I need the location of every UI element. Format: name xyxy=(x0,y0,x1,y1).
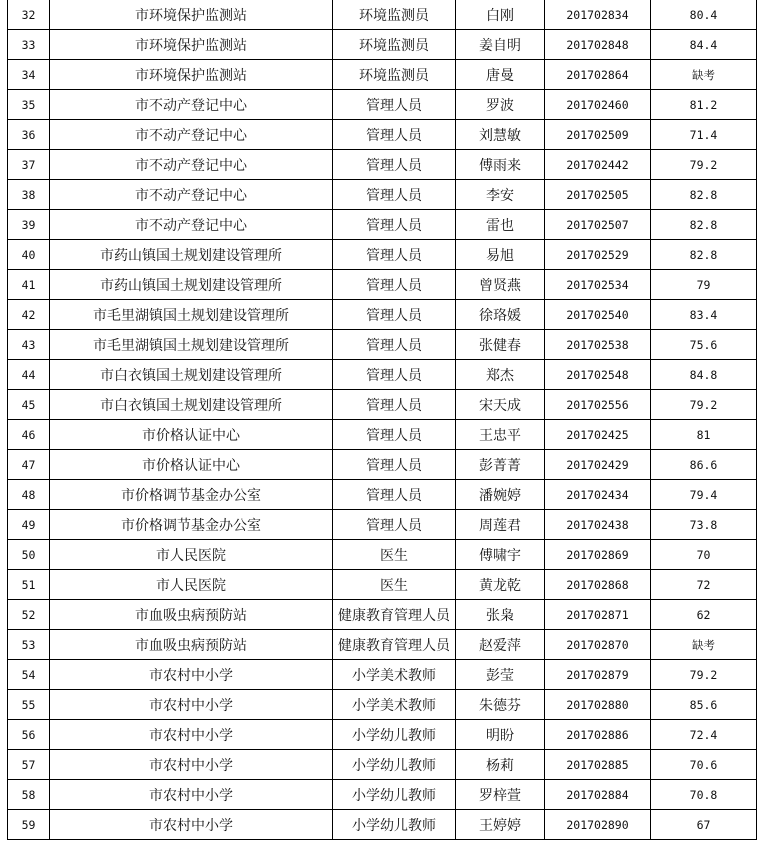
unit-cell: 市不动产登记中心 xyxy=(50,210,333,240)
table-row xyxy=(8,360,757,390)
table-row xyxy=(8,510,757,540)
unit-cell: 市血吸虫病预防站 xyxy=(50,630,333,660)
row-number: 40 xyxy=(8,240,50,270)
unit-cell: 市药山镇国土规划建设管理所 xyxy=(50,240,333,270)
table-row xyxy=(8,690,757,720)
position-cell: 健康教育管理人员 xyxy=(333,630,456,660)
row-number: 57 xyxy=(8,750,50,780)
table-row xyxy=(8,480,757,510)
score-cell: 72 xyxy=(651,570,757,600)
ticket-cell: 201702534 xyxy=(545,270,651,300)
score-cell: 82.8 xyxy=(651,180,757,210)
name-cell: 易旭 xyxy=(456,240,545,270)
position-cell: 医生 xyxy=(333,540,456,570)
row-number: 47 xyxy=(8,450,50,480)
table-row xyxy=(8,30,757,60)
unit-cell: 市毛里湖镇国土规划建设管理所 xyxy=(50,300,333,330)
unit-cell: 市农村中小学 xyxy=(50,720,333,750)
row-number: 49 xyxy=(8,510,50,540)
unit-cell: 市农村中小学 xyxy=(50,810,333,840)
name-cell: 唐曼 xyxy=(456,60,545,90)
unit-cell: 市农村中小学 xyxy=(50,660,333,690)
ticket-cell: 201702884 xyxy=(545,780,651,810)
position-cell: 管理人员 xyxy=(333,150,456,180)
name-cell: 徐珞媛 xyxy=(456,300,545,330)
score-cell: 73.8 xyxy=(651,510,757,540)
score-cell: 81 xyxy=(651,420,757,450)
table-row xyxy=(8,720,757,750)
row-number: 50 xyxy=(8,540,50,570)
position-cell: 环境监测员 xyxy=(333,60,456,90)
name-cell: 明盼 xyxy=(456,720,545,750)
name-cell: 曾贤燕 xyxy=(456,270,545,300)
name-cell: 周莲君 xyxy=(456,510,545,540)
table-row xyxy=(8,240,757,270)
unit-cell: 市人民医院 xyxy=(50,570,333,600)
row-number: 46 xyxy=(8,420,50,450)
score-cell: 83.4 xyxy=(651,300,757,330)
ticket-cell: 201702548 xyxy=(545,360,651,390)
position-cell: 管理人员 xyxy=(333,240,456,270)
unit-cell: 市白衣镇国土规划建设管理所 xyxy=(50,390,333,420)
score-cell: 70.8 xyxy=(651,780,757,810)
ticket-cell: 201702538 xyxy=(545,330,651,360)
name-cell: 白刚 xyxy=(456,0,545,30)
score-cell: 82.8 xyxy=(651,210,757,240)
score-cell: 86.6 xyxy=(651,450,757,480)
position-cell: 管理人员 xyxy=(333,330,456,360)
table-row xyxy=(8,0,757,30)
score-cell: 71.4 xyxy=(651,120,757,150)
ticket-cell: 201702434 xyxy=(545,480,651,510)
score-cell: 79.4 xyxy=(651,480,757,510)
table-row xyxy=(8,390,757,420)
name-cell: 雷也 xyxy=(456,210,545,240)
position-cell: 环境监测员 xyxy=(333,0,456,30)
row-number: 35 xyxy=(8,90,50,120)
unit-cell: 市价格调节基金办公室 xyxy=(50,510,333,540)
name-cell: 赵爱萍 xyxy=(456,630,545,660)
ticket-cell: 201702429 xyxy=(545,450,651,480)
position-cell: 管理人员 xyxy=(333,480,456,510)
score-cell: 79.2 xyxy=(651,150,757,180)
row-number: 48 xyxy=(8,480,50,510)
ticket-cell: 201702868 xyxy=(545,570,651,600)
name-cell: 张枭 xyxy=(456,600,545,630)
table-row xyxy=(8,300,757,330)
unit-cell: 市环境保护监测站 xyxy=(50,60,333,90)
unit-cell: 市人民医院 xyxy=(50,540,333,570)
table-row xyxy=(8,420,757,450)
position-cell: 小学幼儿教师 xyxy=(333,750,456,780)
name-cell: 朱德芬 xyxy=(456,690,545,720)
name-cell: 王婷婷 xyxy=(456,810,545,840)
name-cell: 刘慧敏 xyxy=(456,120,545,150)
row-number: 39 xyxy=(8,210,50,240)
position-cell: 小学幼儿教师 xyxy=(333,810,456,840)
position-cell: 健康教育管理人员 xyxy=(333,600,456,630)
row-number: 32 xyxy=(8,0,50,30)
score-cell: 79.2 xyxy=(651,660,757,690)
table-row xyxy=(8,210,757,240)
ticket-cell: 201702879 xyxy=(545,660,651,690)
name-cell: 罗波 xyxy=(456,90,545,120)
row-number: 41 xyxy=(8,270,50,300)
ticket-cell: 201702885 xyxy=(545,750,651,780)
unit-cell: 市药山镇国土规划建设管理所 xyxy=(50,270,333,300)
position-cell: 小学美术教师 xyxy=(333,660,456,690)
ticket-cell: 201702864 xyxy=(545,60,651,90)
unit-cell: 市不动产登记中心 xyxy=(50,180,333,210)
position-cell: 管理人员 xyxy=(333,420,456,450)
table-row xyxy=(8,90,757,120)
table-row xyxy=(8,270,757,300)
row-number: 52 xyxy=(8,600,50,630)
position-cell: 管理人员 xyxy=(333,180,456,210)
row-number: 55 xyxy=(8,690,50,720)
ticket-cell: 201702871 xyxy=(545,600,651,630)
name-cell: 彭莹 xyxy=(456,660,545,690)
unit-cell: 市价格认证中心 xyxy=(50,420,333,450)
score-cell: 70.6 xyxy=(651,750,757,780)
name-cell: 宋天成 xyxy=(456,390,545,420)
name-cell: 黄龙乾 xyxy=(456,570,545,600)
table-body xyxy=(8,0,757,840)
score-cell: 84.8 xyxy=(651,360,757,390)
unit-cell: 市环境保护监测站 xyxy=(50,0,333,30)
row-number: 34 xyxy=(8,60,50,90)
unit-cell: 市不动产登记中心 xyxy=(50,150,333,180)
score-cell: 缺考 xyxy=(651,60,757,90)
score-cell: 84.4 xyxy=(651,30,757,60)
score-cell: 82.8 xyxy=(651,240,757,270)
row-number: 54 xyxy=(8,660,50,690)
score-cell: 79.2 xyxy=(651,390,757,420)
row-number: 53 xyxy=(8,630,50,660)
table-row xyxy=(8,570,757,600)
unit-cell: 市血吸虫病预防站 xyxy=(50,600,333,630)
ticket-cell: 201702556 xyxy=(545,390,651,420)
name-cell: 罗梓萱 xyxy=(456,780,545,810)
table-row xyxy=(8,450,757,480)
name-cell: 郑杰 xyxy=(456,360,545,390)
score-cell: 75.6 xyxy=(651,330,757,360)
unit-cell: 市农村中小学 xyxy=(50,780,333,810)
ticket-cell: 201702886 xyxy=(545,720,651,750)
position-cell: 管理人员 xyxy=(333,450,456,480)
row-number: 42 xyxy=(8,300,50,330)
score-cell: 81.2 xyxy=(651,90,757,120)
name-cell: 李安 xyxy=(456,180,545,210)
unit-cell: 市价格调节基金办公室 xyxy=(50,480,333,510)
ticket-cell: 201702869 xyxy=(545,540,651,570)
row-number: 36 xyxy=(8,120,50,150)
score-cell: 80.4 xyxy=(651,0,757,30)
results-table xyxy=(7,0,757,840)
position-cell: 环境监测员 xyxy=(333,30,456,60)
table-row xyxy=(8,600,757,630)
position-cell: 医生 xyxy=(333,570,456,600)
ticket-cell: 201702870 xyxy=(545,630,651,660)
ticket-cell: 201702509 xyxy=(545,120,651,150)
table-row xyxy=(8,630,757,660)
score-cell: 85.6 xyxy=(651,690,757,720)
table-row xyxy=(8,540,757,570)
row-number: 38 xyxy=(8,180,50,210)
unit-cell: 市毛里湖镇国土规划建设管理所 xyxy=(50,330,333,360)
position-cell: 小学幼儿教师 xyxy=(333,720,456,750)
position-cell: 管理人员 xyxy=(333,120,456,150)
position-cell: 小学美术教师 xyxy=(333,690,456,720)
unit-cell: 市不动产登记中心 xyxy=(50,90,333,120)
ticket-cell: 201702880 xyxy=(545,690,651,720)
score-cell: 70 xyxy=(651,540,757,570)
ticket-cell: 201702540 xyxy=(545,300,651,330)
row-number: 44 xyxy=(8,360,50,390)
row-number: 59 xyxy=(8,810,50,840)
position-cell: 管理人员 xyxy=(333,90,456,120)
name-cell: 张健春 xyxy=(456,330,545,360)
row-number: 58 xyxy=(8,780,50,810)
position-cell: 管理人员 xyxy=(333,390,456,420)
table-row xyxy=(8,150,757,180)
table-row xyxy=(8,330,757,360)
table-row xyxy=(8,60,757,90)
ticket-cell: 201702460 xyxy=(545,90,651,120)
name-cell: 王忠平 xyxy=(456,420,545,450)
ticket-cell: 201702834 xyxy=(545,0,651,30)
ticket-cell: 201702425 xyxy=(545,420,651,450)
unit-cell: 市环境保护监测站 xyxy=(50,30,333,60)
row-number: 51 xyxy=(8,570,50,600)
row-number: 43 xyxy=(8,330,50,360)
position-cell: 管理人员 xyxy=(333,510,456,540)
unit-cell: 市不动产登记中心 xyxy=(50,120,333,150)
name-cell: 傅啸宇 xyxy=(456,540,545,570)
unit-cell: 市价格认证中心 xyxy=(50,450,333,480)
ticket-cell: 201702890 xyxy=(545,810,651,840)
unit-cell: 市农村中小学 xyxy=(50,690,333,720)
table-row xyxy=(8,180,757,210)
position-cell: 管理人员 xyxy=(333,360,456,390)
row-number: 33 xyxy=(8,30,50,60)
name-cell: 傅雨来 xyxy=(456,150,545,180)
position-cell: 管理人员 xyxy=(333,210,456,240)
score-cell: 缺考 xyxy=(651,630,757,660)
name-cell: 潘婉婷 xyxy=(456,480,545,510)
name-cell: 杨莉 xyxy=(456,750,545,780)
row-number: 37 xyxy=(8,150,50,180)
table-row xyxy=(8,810,757,840)
score-cell: 79 xyxy=(651,270,757,300)
unit-cell: 市白衣镇国土规划建设管理所 xyxy=(50,360,333,390)
position-cell: 小学幼儿教师 xyxy=(333,780,456,810)
ticket-cell: 201702442 xyxy=(545,150,651,180)
row-number: 56 xyxy=(8,720,50,750)
ticket-cell: 201702505 xyxy=(545,180,651,210)
ticket-cell: 201702438 xyxy=(545,510,651,540)
table-row xyxy=(8,120,757,150)
ticket-cell: 201702529 xyxy=(545,240,651,270)
table-row xyxy=(8,750,757,780)
name-cell: 彭菁菁 xyxy=(456,450,545,480)
score-cell: 62 xyxy=(651,600,757,630)
table-row xyxy=(8,660,757,690)
position-cell: 管理人员 xyxy=(333,300,456,330)
score-cell: 72.4 xyxy=(651,720,757,750)
ticket-cell: 201702848 xyxy=(545,30,651,60)
table-row xyxy=(8,780,757,810)
row-number: 45 xyxy=(8,390,50,420)
unit-cell: 市农村中小学 xyxy=(50,750,333,780)
name-cell: 姜自明 xyxy=(456,30,545,60)
position-cell: 管理人员 xyxy=(333,270,456,300)
score-cell: 67 xyxy=(651,810,757,840)
ticket-cell: 201702507 xyxy=(545,210,651,240)
